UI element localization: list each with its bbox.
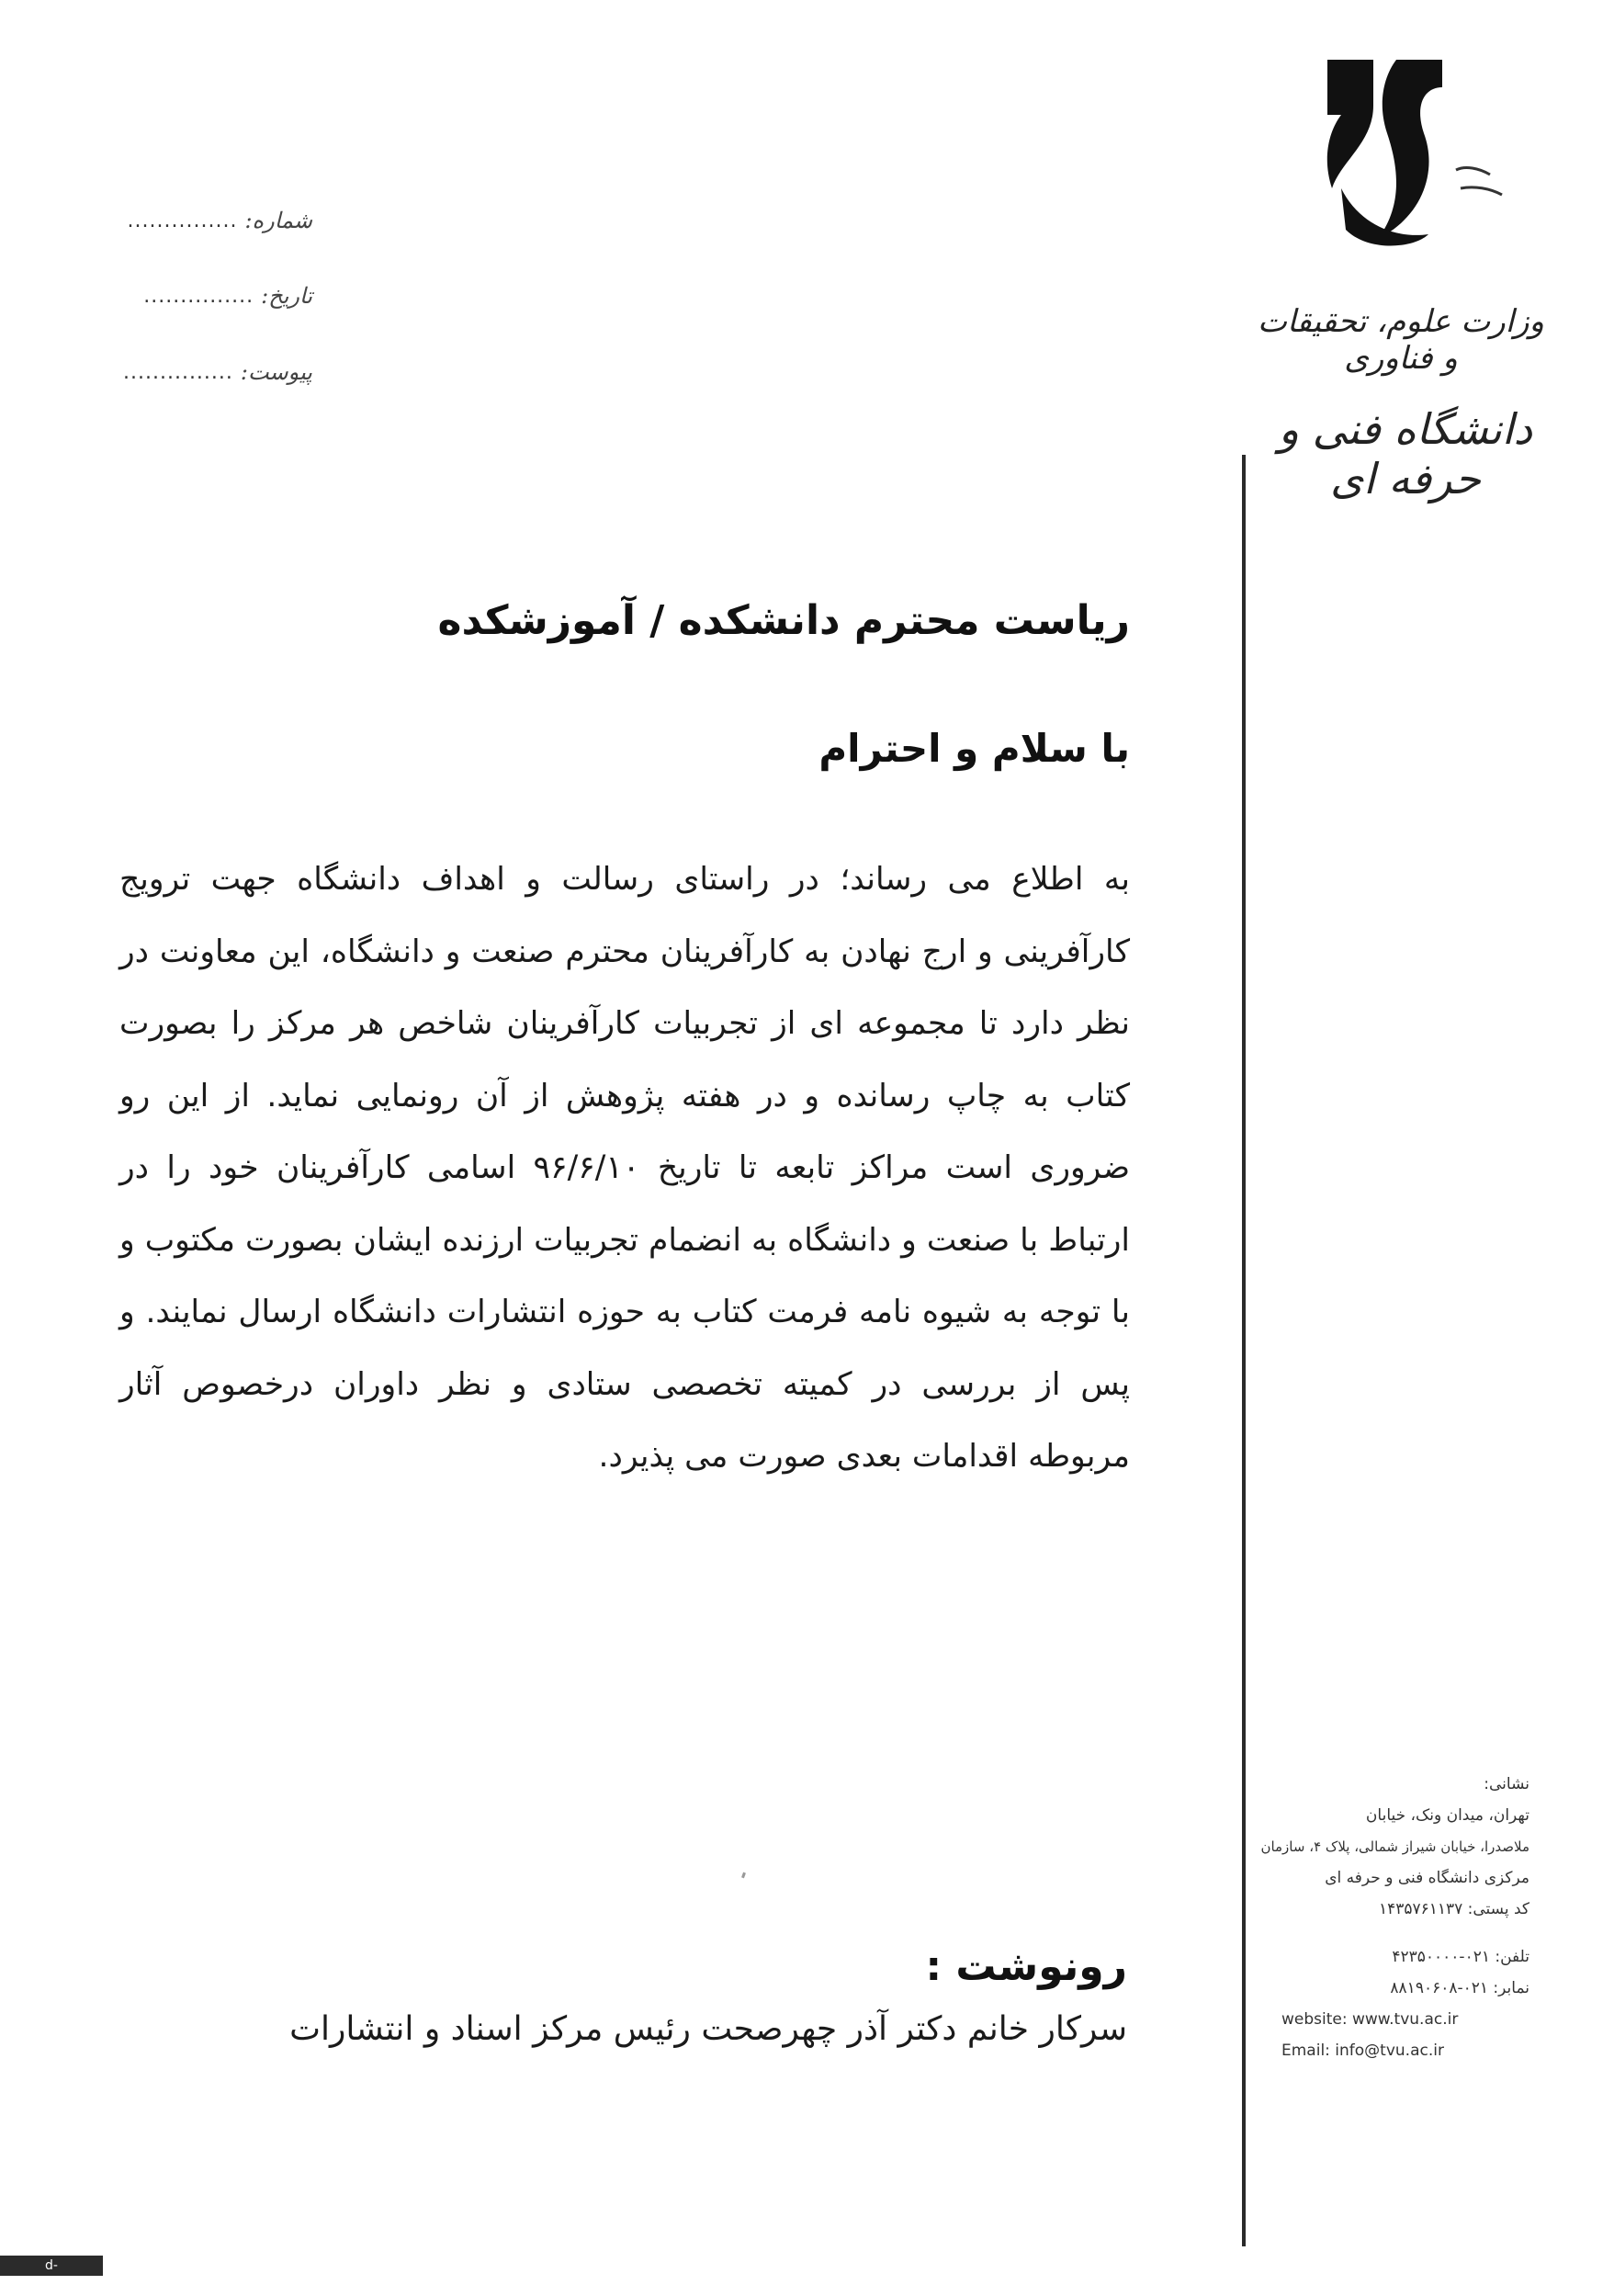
phone-number: تلفن: ۰۲۱-۴۲۳۵۰۰۰۰ <box>1392 1948 1529 1966</box>
letter-body: به اطلاع می رساند؛ در راستای رسالت و اهداف دانشگاه جهت ترویج کارآفرینی و ارج نهادن به کارآفرینان محترم صنعت و دانشگاه، این معاونت در نظر دارد تا مجموعه ای از تجربیات کارآفرینان شاخص هر مرکز را بصورت کتاب به چاپ رسانده و در هفته پژوهش از آن رونمایی نماید. از این رو ضروری است مراکز تابعه تا تاریخ ۹۶/۶/۱۰ اسامی کارآفرینان خود را در ارتباط با صنعت و دانشگاه به انضمام تجربیات ارزنده ایشان بصورت مکتوب و با توجه به شیوه نامه فرمت کتاب به حوزه انتشارات دانشگاه ارسال نمایند. و پس از بررسی در کمیته تخصصی ستادی و نظر داوران درخصوص آثار مربوطه اقدامات بعدی صورت می پذیرد. <box>119 861 1130 1475</box>
cc-recipient: سرکار خانم دکتر آذر چهرصحت رئیس مرکز اسناد و انتشارات <box>289 2010 1127 2048</box>
reference-date-label: تاریخ: <box>261 283 312 309</box>
greeting: با سلام و احترام <box>818 726 1130 771</box>
cc-title: رونوشت : <box>925 1943 1127 1990</box>
reference-attachment-label: پیوست: <box>240 359 312 385</box>
addressee-heading: ریاست محترم دانشکده / آموزشکده <box>437 597 1130 644</box>
address-line-1: تهران، میدان ونک، خیابان <box>1365 1806 1529 1825</box>
scan-speck <box>741 1872 746 1879</box>
postal-code: کد پستی: ۱۴۳۵۷۶۱۱۳۷ <box>1378 1900 1529 1918</box>
site-watermark: d-kerman.tvu.ac.ir <box>0 2256 103 2276</box>
reference-date <box>129 277 312 314</box>
address-block <box>1260 1769 1529 2066</box>
reference-number <box>129 202 312 239</box>
email: Email: info@tvu.ac.ir <box>1281 2042 1444 2060</box>
reference-date-dots: ............... <box>143 284 254 308</box>
margin-divider <box>1242 455 1246 2246</box>
fax-number: نمابر: ۰۲۱-۸۸۱۹۰۶۰۸ <box>1390 1979 1529 1997</box>
address-label: نشانی: <box>1484 1775 1529 1793</box>
reference-attachment <box>123 354 312 390</box>
tvu-calligraphic-logo-icon <box>1286 51 1525 262</box>
reference-number-dots: ............... <box>127 209 238 232</box>
address-line-2: ملاصدرا، خیابان شیراز شمالی، پلاک ۴، سازمان <box>1260 1838 1529 1855</box>
reference-number-label: شماره: <box>244 208 312 233</box>
reference-attachment-dots: ............... <box>123 360 233 384</box>
address-line-3: مرکزی دانشگاه فنی و حرفه ای <box>1325 1869 1529 1887</box>
website: website: www.tvu.ac.ir <box>1281 2010 1459 2029</box>
ministry-name: وزارت علوم، تحقیقات و فناوری <box>1258 303 1544 377</box>
university-name: دانشگاه فنی و حرفه ای <box>1278 404 1533 503</box>
